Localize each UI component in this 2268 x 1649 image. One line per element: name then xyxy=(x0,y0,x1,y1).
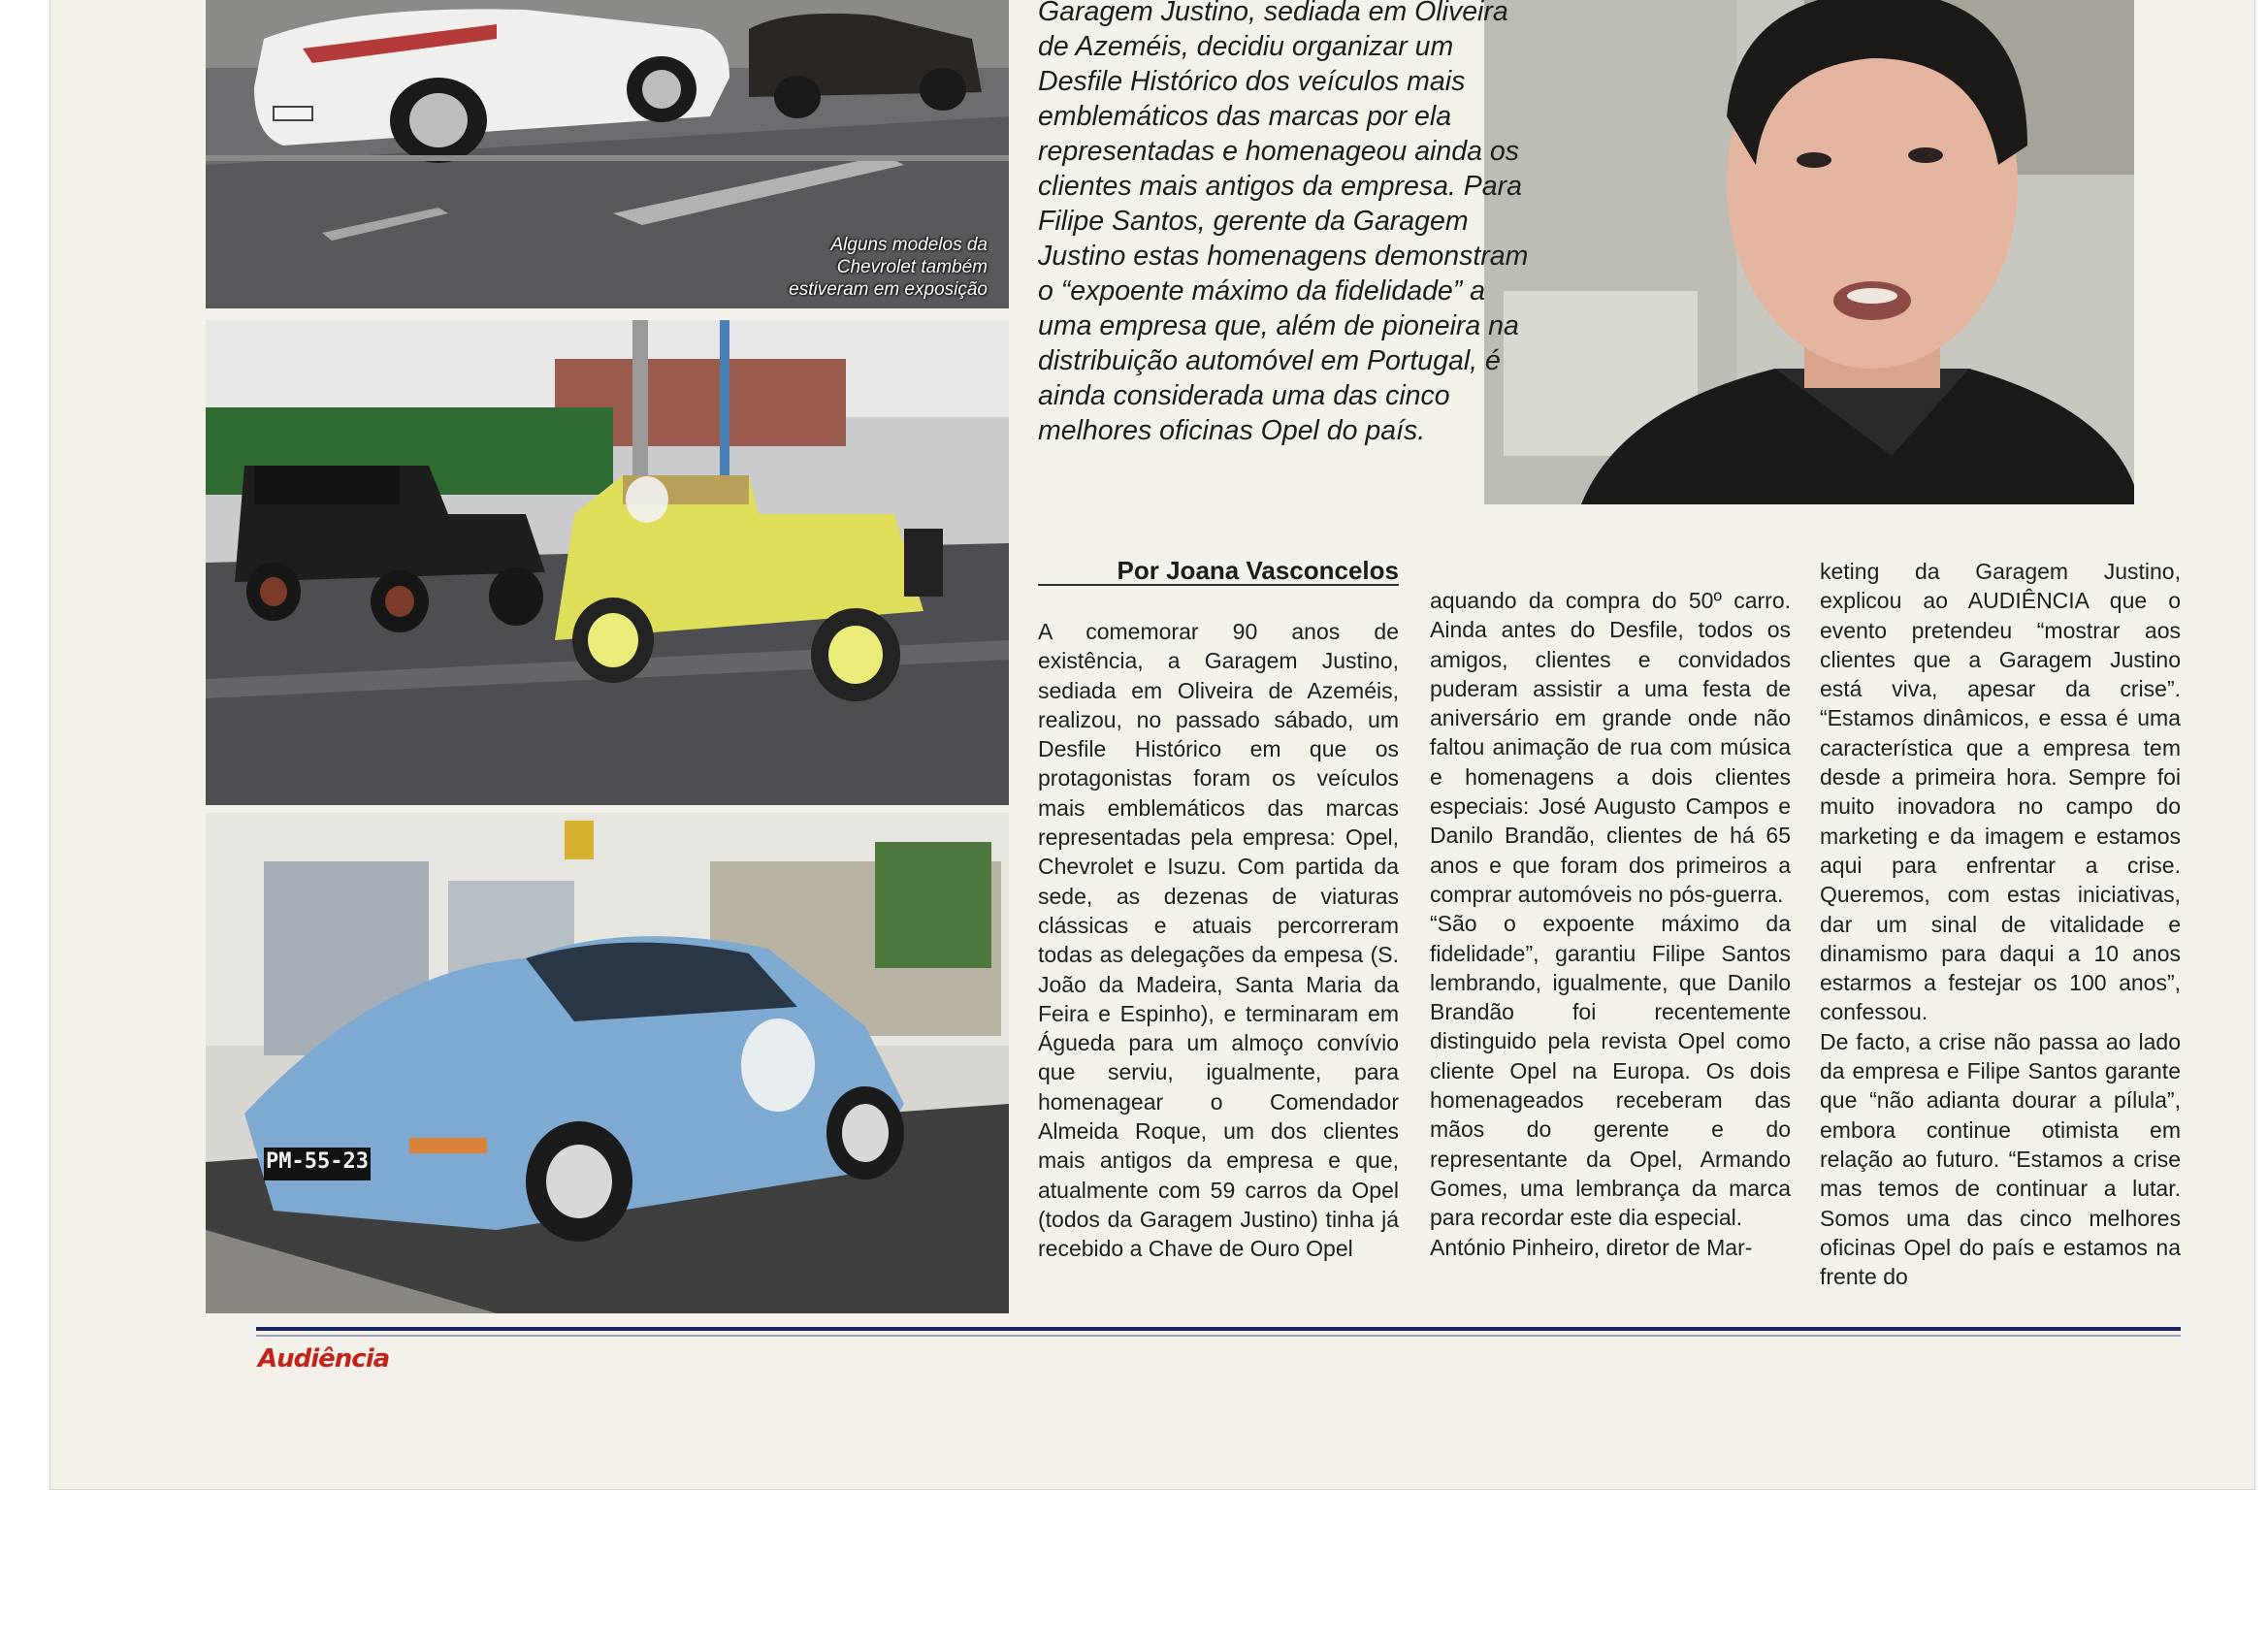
newspaper-page xyxy=(50,0,2254,1489)
paragraph: “São o expoente máximo da fidelidade”, garantiu Filipe Santos lembrando, igualmente, que Danilo Brandão foi recentemente distinguido pela revista Opel como cliente Opel na Europa. Os dois homenageados receberam das mãos do gerente e do representante da Opel, Armando Gomes, uma lembrança da marca para recordar este dia especial. xyxy=(1430,911,1791,1231)
photo-vintage-cars xyxy=(206,320,1009,805)
article-column-3 xyxy=(1820,557,2181,1291)
byline: Por Joana Vasconcelos xyxy=(1117,556,1399,585)
portrait-scene xyxy=(1484,0,2134,504)
footer-rule xyxy=(256,1327,2181,1331)
photo-opel-gt xyxy=(206,813,1009,1313)
photo-caption: Alguns modelos da Chevrolet também estiveram em exposição xyxy=(789,235,988,300)
lead-text: Garagem Justino, sediada em Oliveira de Azeméis, decidiu organizar um Desfile Histórico dos veículos mais emblemáticos das marcas por ela representadas e homenageou ainda os clientes mais antigos da empresa. Para Filipe Santos, gerente da Garagem Justino estas homenagens demonstram o “expoente máximo da fidelidade” a uma empresa que, além de pioneira na distribuição automóvel em Portugal, é ainda considerada uma das cinco melhores oficinas Opel do país. xyxy=(1038,0,1529,446)
paragraph: keting da Garagem Justino, explicou ao AUDIÊNCIA que o evento pretendeu “mostrar aos clientes que a Garagem Justino está viva, apesar da crise”. “Estamos dinâmicos, e essa é uma característica que a empresa tem desde a primeira hora. Sempre foi muito inovadora no campo do marketing e da imagem e estamos aqui para enfrentar a crise. Queremos, com estas iniciativas, dar um sinal de vitalidade e dinamismo para daqui a 10 anos estarmos a festejar os 100 anos”, confessou. xyxy=(1820,559,2181,1025)
footer-rule-thin xyxy=(256,1335,2181,1337)
paragraph: António Pinheiro, diretor de Mar- xyxy=(1430,1234,1753,1260)
license-plate: PM-55-23 xyxy=(266,1149,369,1174)
photo-filipe-santos xyxy=(1484,0,2134,504)
article-lead xyxy=(1038,0,1533,448)
photo-chevrolet-cars xyxy=(206,0,1009,308)
article-column-1 xyxy=(1038,617,1399,1264)
vintage-cars-scene xyxy=(206,320,1009,805)
article-column-2 xyxy=(1430,586,1791,1262)
publication-logo: Audiência xyxy=(258,1344,390,1374)
opel-gt-scene xyxy=(206,813,1009,1313)
byline-rule xyxy=(1038,584,1399,586)
paragraph: aquando da compra do 50º carro. Ainda antes do Desfile, todos os amigos, clientes e convidados puderam assistir a uma festa de aniversário em grande onde não faltou animação de rua com música e homenagens a dois clientes especiais: José Augusto Campos e Danilo Brandão, clientes de há 65 anos e que foram dos primeiros a comprar automóveis no pós-guerra. xyxy=(1430,588,1791,907)
paragraph: A comemorar 90 anos de existência, a Garagem Justino, sediada em Oliveira de Azeméis, realizou, no passado sábado, um Desfile Histórico em que os protagonistas foram os veículos mais emblemáticos das marcas representadas pela empresa: Opel, Chevrolet e Isuzu. Com partida da sede, as dezenas de viaturas clássicas e atuais percorreram todas as delegações da empesa (S. João da Madeira, Santa Maria da Feira e Espinho), e terminaram em Águeda para um almoço convívio que serviu, igualmente, para homenagear o Comendador Almeida Roque, um dos clientes mais antigos da empresa e que, atualmente com 59 carros da Opel (todos da Garagem Justino) tinha já recebido a Chave de Ouro Opel xyxy=(1038,619,1399,1262)
paragraph: De facto, a crise não passa ao lado da empresa e Filipe Santos garante que “não adianta dourar a pílula”, embora continue otimista em relação ao futuro. “Estamos a crise mas temos de continuar a lutar. Somos uma das cinco melhores oficinas Opel do país e estamos na frente do xyxy=(1820,1028,2181,1290)
